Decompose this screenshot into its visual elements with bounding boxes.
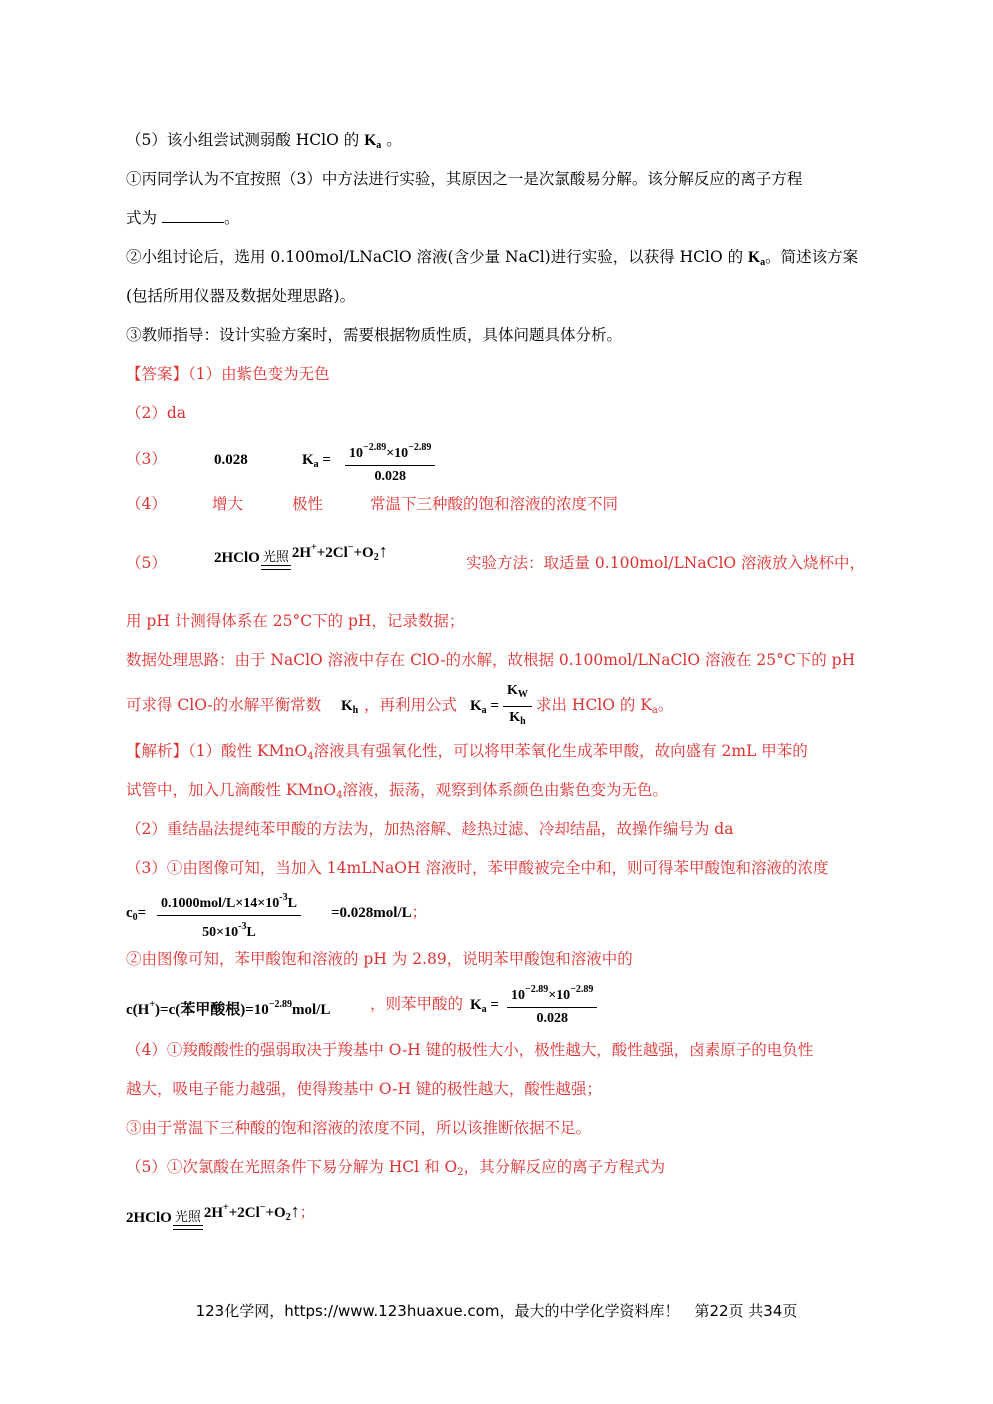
analysis-4c: ③由于常温下三种酸的饱和溶液的浓度不同，所以该推断依据不足。 [126, 1119, 592, 1137]
analysis-4a: （4）①羧酸酸性的强弱取决于羧基中 O-H 键的极性大小，极性越大，酸性越强，卤素原子的电负性 [126, 1041, 814, 1059]
q5-p1-a: ①丙同学认为不宜按照（3）中方法进行实验，其原因之一是次氯酸易分解。该分解反应的离子方程 [126, 170, 803, 188]
kw-kh-fraction: $\frac{K_W}{K_h}$ [503, 681, 532, 732]
decomposition-equation: 2HClO 光照 $2H^++2Cl^-+O_2↑$ [214, 538, 388, 570]
analysis-5: （5）①次氯酸在光照条件下易分解为 HCl 和 $O_2$，其分解反应的离子方程式为 [126, 1158, 666, 1178]
answer-4: （4） 增大 极性 常温下三种酸的饱和溶液的浓度不同 [126, 495, 619, 513]
answer-blank [162, 208, 224, 223]
analysis-3: （3）①由图像可知，当加入 14mLNaOH 溶液时，苯甲酸被完全中和，则可得苯甲酸饱和溶液的浓度 [126, 859, 829, 877]
answer-5-line2: 用 pH 计测得体系在 25°C下的 pH，记录数据； [126, 612, 465, 630]
analysis-2: （2）重结晶法提纯苯甲酸的方法为，加热溶解、趁热过滤、冷却结晶，故操作编号为 da [126, 820, 734, 838]
ka-fraction: $\frac{10^{-2.89}\times 10^{-2.89}}{0.028}$ [345, 438, 435, 487]
q5-p2-a: ②小组讨论后，选用 0.100mol/LNaClO 溶液(含少量 NaCl)进行实验，以获得 HClO 的 $K_a$。简述该方案 [126, 248, 859, 268]
analysis-label: 【解析】 [126, 742, 189, 760]
answer-1: 【答案】（1）由紫色变为无色 [126, 365, 330, 383]
q5-p3: ③教师指导：设计实验方案时，需要根据物质性质，具体问题具体分析。 [126, 326, 623, 344]
document-page: （5）该小组尝试测弱酸 HClO 的 $K_a$ 。 ①丙同学认为不宜按照（3）中方法进行实验，其原因之一是次氯酸易分解。该分解反应的离子方程 式为 。 ②小组讨论后，选用 0.100mol/LNaClO 溶液(含少量 NaCl)进行实验，以获得 HClO 的 $K_a$。简述该方案 (包括所用仪器及数据处理思路)。 ③教师指导：设计实验方案时，需要根据物质性质，具体问题具体分析。 【答案】（1）由紫色变为无色 （2）da （3） 0.028 $K_a$ = $\frac{10^{-2.89}\times 10^{-2.89}}{0.028}$ （4） 增大 极性 常温下三种酸的饱和溶液的浓度不同 （5） 2HClO 光照 $2H^++2Cl^-+O_2↑$ 实验方法：取适量 0.100mol/LNaClO 溶液放入烧杯中， 用 pH 计测得体系在 25°C下的 pH，记录数据； 数据处理思路：由于 NaClO 溶液中存在 ClO-的水解，故根据 0.100mol/LNaClO 溶液在 25°C下的 pH 可求得 ClO-的水解平衡常数 $K_h$ ，再利用公式 $K_a$ = $\frac{K_W}{K_h}$ 求出 HClO 的 $K_a$。 【解析】（1）酸性 KMnO$_4$溶液具有强氧化性，可以将甲苯氧化生成苯甲酸，故向盛有 2mL 甲苯的 试管中，加入几滴酸性 KMnO$_4$溶液，振荡，观察到体系颜色由紫色变为无色。 （2）重结晶法提纯苯甲酸的方法为，加热溶解、趁热过滤、冷却结晶，故操作编号为 da （3）①由图像可知，当加入 14mLNaOH 溶液时，苯甲酸被完全中和，则可得苯甲酸饱和溶液的浓度 $c_0=$ $0.1000mol/L\times 14\times 10^{-3}L$ $50\times 10^{-3}L$ =0.028mol/L； ②由图像可知，苯甲酸饱和溶液的 pH 为 2.89，说明苯甲酸饱和溶液中的 c(H+)=c(苯甲酸根)$=10^{-2.89}mol/L$ ，则苯甲酸的 $K_a$ = $\frac{10^{-2.89}\times 10^{-2.89}}{0.028}$ （4）①羧酸酸性的强弱取决于羧基中 O-H 键的极性大小，极性越大，酸性越强，卤素原子的电负性 越大，吸电子能力越强，使得羧基中 O-H 键的极性越大，酸性越强； ③由于常温下三种酸的饱和溶液的浓度不同，所以该推断依据不足。 （5）①次氯酸在光照条件下易分解为 HCl 和 $O_2$，其分解反应的离子方程式为 2HClO 光照 $2H^++2Cl^-+O_2↑$； 123化学网，https://www.123huaxue.com，最大的中学化学资料库！ 第22页 共34页 [0, 0, 993, 1404]
q5-p1-b: 式为 。 [126, 209, 240, 227]
q5-p2-b: (包括所用仪器及数据处理思路)。 [126, 287, 356, 305]
q5-intro: （5）该小组尝试测弱酸 HClO 的 $K_a$ 。 [126, 131, 402, 151]
analysis-1a: 【解析】（1）酸性 KMnO$_4$溶液具有强氧化性，可以将甲苯氧化生成苯甲酸，故向盛有 2mL 甲苯的 [126, 742, 808, 762]
analysis-3-2: ②由图像可知，苯甲酸饱和溶液的 pH 为 2.89，说明苯甲酸饱和溶液中的 [126, 950, 633, 968]
answer-label: 【答案】 [126, 365, 189, 383]
analysis-1b: 试管中，加入几滴酸性 KMnO$_4$溶液，振荡，观察到体系颜色由紫色变为无色。 [126, 781, 668, 801]
answer-5-line3: 数据处理思路：由于 NaClO 溶液中存在 ClO-的水解，故根据 0.100mol/LNaClO 溶液在 25°C下的 pH [126, 651, 856, 669]
answer-2: （2）da [126, 404, 187, 422]
analysis-4b: 越大，吸电子能力越强，使得羧基中 O-H 键的极性越大，酸性越强； [126, 1080, 602, 1098]
page-footer: 123化学网，https://www.123huaxue.com，最大的中学化学资料库！ 第22页 共34页 [195, 1302, 798, 1320]
